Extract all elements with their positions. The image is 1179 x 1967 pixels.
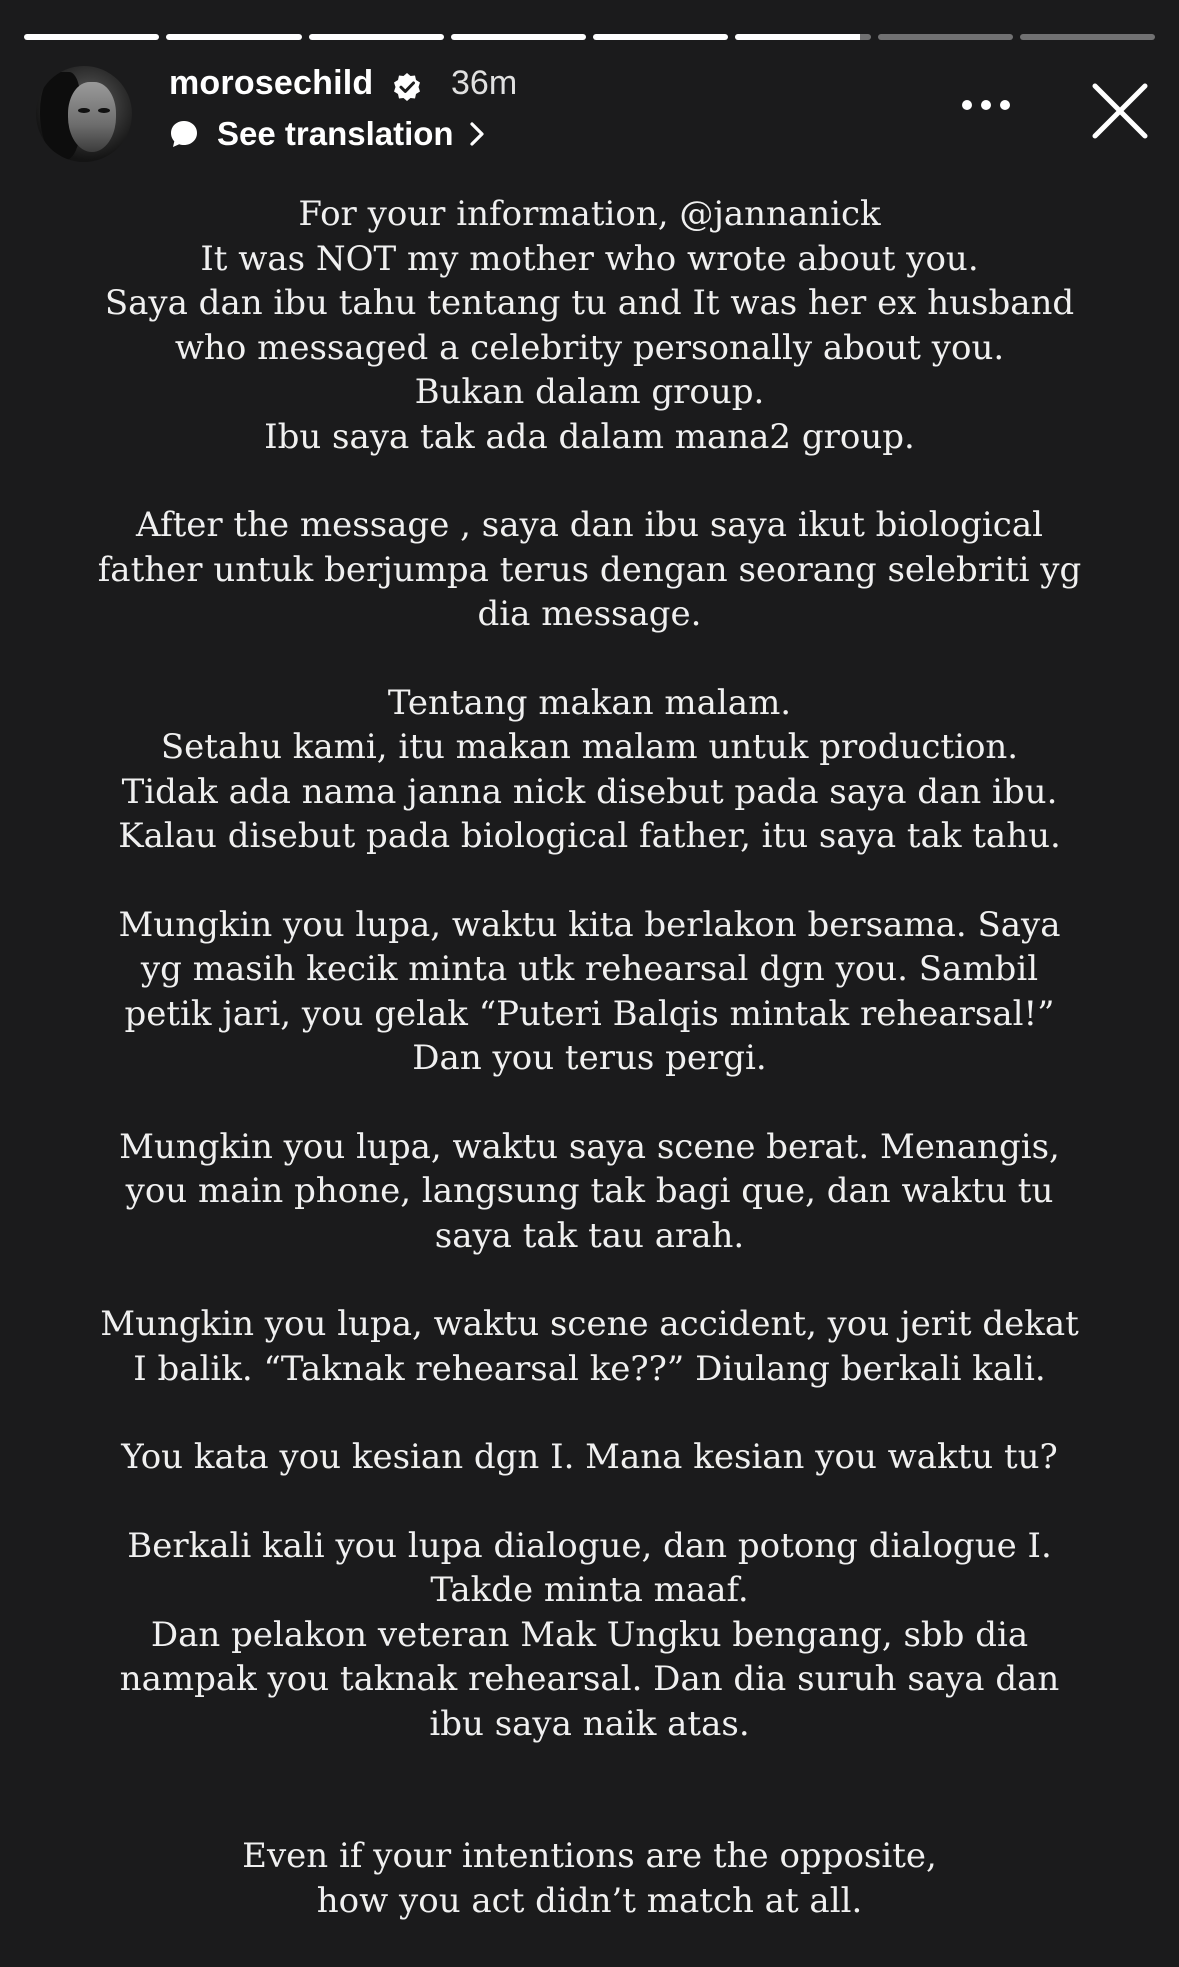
- text-paragraph: [0, 903, 1179, 1081]
- username[interactable]: morosechild: [169, 64, 374, 102]
- story-progress-segment: [1020, 34, 1155, 40]
- text-line: Tentang makan malam.: [387, 682, 792, 723]
- story-progress-fill: [309, 34, 444, 40]
- text-line: I balik. “Taknak rehearsal ke??” Diulang berkali kali.: [133, 1348, 1046, 1389]
- story-progress-fill: [735, 34, 859, 40]
- text-paragraph: [0, 192, 1179, 459]
- text-line: father untuk berjumpa terus dengan seorang selebriti yg: [97, 549, 1082, 590]
- story-progress-bar: [24, 34, 1155, 40]
- see-translation-button[interactable]: [169, 114, 486, 154]
- text-line: Dan pelakon veteran Mak Ungku bengang, sbb dia: [150, 1614, 1029, 1655]
- story-progress-fill: [166, 34, 301, 40]
- text-line: For your information, @jannanick: [298, 194, 881, 234]
- text-line: Mungkin you lupa, waktu saya scene berat. Menangis,: [119, 1126, 1060, 1167]
- text-line: how you act didn’t match at all.: [316, 1880, 863, 1921]
- story-progress-segment: [878, 34, 1013, 40]
- text-line: Saya dan ibu tahu tentang tu and It was her ex husband: [104, 283, 1075, 323]
- story-progress-segment: [166, 34, 301, 40]
- chevron-right-icon: [468, 121, 486, 147]
- text-line: saya tak tau arah.: [434, 1215, 745, 1256]
- text-line: You kata you kesian dgn I. Mana kesian you waktu tu?: [121, 1437, 1058, 1477]
- text-line: dia message.: [477, 594, 702, 634]
- story-progress-segment: [593, 34, 728, 40]
- text-line: yg masih kecik minta utk rehearsal dgn you. Sambil: [140, 949, 1039, 989]
- text-line: petik jari, you gelak “Puteri Balqis mintak rehearsal!”: [124, 993, 1055, 1034]
- story-progress-fill: [451, 34, 586, 40]
- chat-bubble-icon: [169, 119, 199, 149]
- text-paragraph: [0, 1302, 1179, 1391]
- text-paragraph: [0, 1834, 1179, 1923]
- text-line: Bukan dalam group.: [414, 372, 765, 412]
- story-header: [36, 62, 1149, 172]
- story-progress-segment: [735, 34, 870, 40]
- close-icon[interactable]: [1091, 82, 1149, 140]
- text-line: who messaged a celebrity personally about you.: [174, 327, 1005, 368]
- story-progress-segment: [451, 34, 586, 40]
- text-line: Mungkin you lupa, waktu scene accident, you jerit dekat: [100, 1304, 1079, 1344]
- text-paragraph: [0, 503, 1179, 637]
- more-dots-icon[interactable]: [961, 98, 1011, 112]
- story-progress-segment: [309, 34, 444, 40]
- text-line: ibu saya naik atas.: [429, 1703, 750, 1744]
- story-progress-fill: [24, 34, 159, 40]
- text-paragraph: [0, 1125, 1179, 1259]
- verified-badge-icon: [392, 72, 422, 102]
- text-paragraph: [0, 1524, 1179, 1747]
- text-line: Berkali kali you lupa dialogue, dan potong dialogue I.: [127, 1525, 1052, 1566]
- story-progress-fill: [593, 34, 728, 40]
- story-progress-segment: [24, 34, 159, 40]
- text-line: Dan you terus pergi.: [412, 1038, 767, 1078]
- text-line: It was NOT my mother who wrote about you.: [200, 238, 979, 279]
- story-text-body: [0, 192, 1179, 1967]
- text-line: After the message , saya dan ibu saya ikut biological: [136, 505, 1043, 545]
- text-paragraph: [0, 681, 1179, 859]
- post-timestamp: 36m: [451, 64, 518, 102]
- text-line: Ibu saya tak ada dalam mana2 group.: [264, 416, 915, 457]
- text-line: Even if your intentions are the opposite,: [242, 1836, 937, 1876]
- text-line: Setahu kami, itu makan malam untuk production.: [160, 727, 1019, 767]
- text-line: you main phone, langsung tak bagi que, dan waktu tu: [125, 1171, 1054, 1211]
- text-paragraph: [0, 1435, 1179, 1480]
- see-translation-label: See translation: [217, 115, 454, 152]
- text-line: Mungkin you lupa, waktu kita berlakon bersama. Saya: [118, 904, 1061, 945]
- text-line: Takde minta maaf.: [430, 1570, 749, 1610]
- text-line: Tidak ada nama janna nick disebut pada saya dan ibu.: [121, 771, 1058, 812]
- avatar[interactable]: [36, 66, 132, 162]
- text-line: nampak you taknak rehearsal. Dan dia suruh saya dan: [119, 1659, 1060, 1699]
- text-line: Kalau disebut pada biological father, itu saya tak tahu.: [118, 816, 1061, 856]
